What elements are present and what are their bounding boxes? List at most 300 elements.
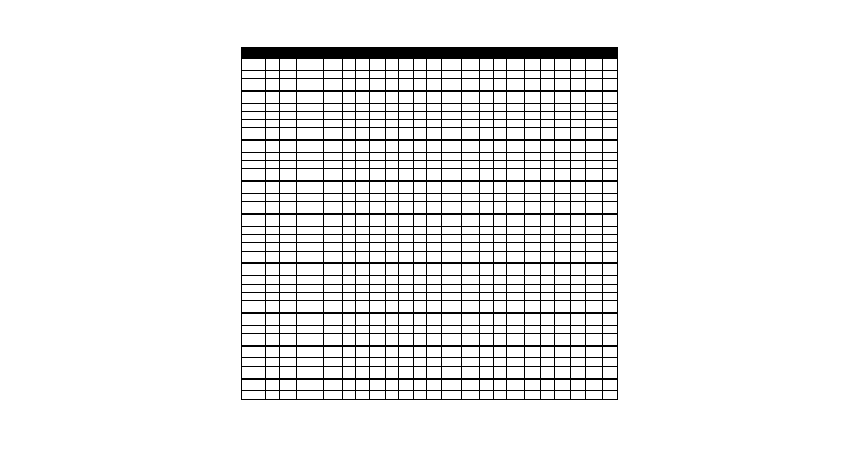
- table-cell: [414, 103, 427, 111]
- table-cell: [427, 379, 442, 391]
- table-cell: [427, 325, 442, 333]
- table-row: [242, 263, 618, 275]
- table-row: [242, 128, 618, 140]
- table-cell: [414, 111, 427, 119]
- table-cell: [494, 111, 507, 119]
- table-cell: [442, 194, 462, 202]
- table-cell: [507, 346, 525, 358]
- table-cell: [586, 120, 603, 128]
- table-cell: [555, 226, 571, 234]
- table-cell: [525, 313, 541, 325]
- table-cell: [555, 128, 571, 140]
- table-cell: [586, 161, 603, 169]
- table-cell: [370, 333, 386, 345]
- table-cell: [571, 243, 586, 251]
- table-cell: [462, 161, 480, 169]
- table-cell: [297, 366, 324, 378]
- table-cell: [507, 153, 525, 161]
- table-cell: [541, 91, 555, 103]
- table-cell: [356, 263, 370, 275]
- table-cell: [494, 202, 507, 214]
- table-cell: [462, 366, 480, 378]
- table-cell: [494, 140, 507, 152]
- table-cell: [541, 263, 555, 275]
- table-cell: [603, 300, 618, 312]
- table-cell: [555, 153, 571, 161]
- table-cell: [541, 276, 555, 284]
- table-cell: [386, 284, 399, 292]
- table-cell: [541, 128, 555, 140]
- table-cell: [603, 140, 618, 152]
- table-cell: [462, 202, 480, 214]
- table-cell: [507, 169, 525, 181]
- table-cell: [571, 292, 586, 300]
- table-row: [242, 79, 618, 91]
- table-row: [242, 103, 618, 111]
- table-cell: [442, 292, 462, 300]
- table-cell: [586, 235, 603, 243]
- table-cell: [462, 243, 480, 251]
- table-cell: [427, 161, 442, 169]
- table-cell: [507, 284, 525, 292]
- table-row: [242, 58, 618, 70]
- table-cell: [242, 391, 266, 400]
- table-cell: [242, 333, 266, 345]
- table-cell: [525, 128, 541, 140]
- table-cell: [586, 140, 603, 152]
- table-cell: [386, 70, 399, 78]
- column-header: [297, 48, 324, 59]
- table-cell: [343, 292, 356, 300]
- table-cell: [480, 226, 494, 234]
- table-cell: [414, 251, 427, 263]
- table-cell: [555, 325, 571, 333]
- table-cell: [370, 292, 386, 300]
- table-cell: [603, 226, 618, 234]
- table-cell: [571, 313, 586, 325]
- table-cell: [386, 161, 399, 169]
- table-cell: [414, 235, 427, 243]
- table-cell: [386, 202, 399, 214]
- table-cell: [266, 276, 280, 284]
- table-cell: [399, 391, 414, 400]
- table-row: [242, 161, 618, 169]
- table-cell: [370, 58, 386, 70]
- table-cell: [603, 194, 618, 202]
- table-cell: [555, 366, 571, 378]
- table-cell: [480, 214, 494, 226]
- table-cell: [343, 346, 356, 358]
- table-cell: [480, 292, 494, 300]
- table-cell: [386, 325, 399, 333]
- table-cell: [414, 292, 427, 300]
- table-cell: [242, 153, 266, 161]
- table-cell: [603, 333, 618, 345]
- column-header: [386, 48, 399, 59]
- column-header: [541, 48, 555, 59]
- table-cell: [280, 79, 297, 91]
- table-cell: [555, 300, 571, 312]
- table-cell: [297, 140, 324, 152]
- table-cell: [494, 91, 507, 103]
- table-cell: [280, 292, 297, 300]
- table-cell: [297, 169, 324, 181]
- table-cell: [507, 251, 525, 263]
- table-cell: [297, 276, 324, 284]
- table-cell: [370, 300, 386, 312]
- table-cell: [571, 58, 586, 70]
- table-cell: [356, 128, 370, 140]
- table-cell: [266, 202, 280, 214]
- table-cell: [370, 194, 386, 202]
- table-cell: [525, 358, 541, 366]
- table-cell: [603, 391, 618, 400]
- table-cell: [480, 276, 494, 284]
- table-cell: [280, 111, 297, 119]
- table-cell: [386, 140, 399, 152]
- table-cell: [442, 103, 462, 111]
- table-cell: [507, 391, 525, 400]
- table-cell: [507, 70, 525, 78]
- table-cell: [266, 379, 280, 391]
- table-cell: [507, 194, 525, 202]
- table-cell: [370, 251, 386, 263]
- table-cell: [480, 202, 494, 214]
- table-cell: [525, 366, 541, 378]
- table-cell: [507, 140, 525, 152]
- table-cell: [297, 325, 324, 333]
- table-cell: [442, 120, 462, 128]
- table-cell: [414, 161, 427, 169]
- table-cell: [586, 366, 603, 378]
- table-cell: [442, 366, 462, 378]
- table-cell: [324, 161, 343, 169]
- table-cell: [427, 276, 442, 284]
- table-cell: [603, 346, 618, 358]
- table-cell: [399, 111, 414, 119]
- table-cell: [494, 214, 507, 226]
- table-cell: [386, 333, 399, 345]
- table-cell: [356, 313, 370, 325]
- table-cell: [266, 128, 280, 140]
- table-cell: [370, 276, 386, 284]
- table-cell: [370, 391, 386, 400]
- table-cell: [399, 120, 414, 128]
- table-cell: [586, 276, 603, 284]
- table-cell: [480, 333, 494, 345]
- table-cell: [399, 91, 414, 103]
- table-cell: [242, 284, 266, 292]
- table-cell: [370, 120, 386, 128]
- table-cell: [442, 379, 462, 391]
- table-cell: [555, 292, 571, 300]
- table-cell: [571, 140, 586, 152]
- table-cell: [414, 79, 427, 91]
- table-cell: [427, 284, 442, 292]
- table-cell: [386, 128, 399, 140]
- table-cell: [370, 70, 386, 78]
- table-cell: [541, 140, 555, 152]
- table-row: [242, 333, 618, 345]
- table-cell: [586, 263, 603, 275]
- table-cell: [427, 153, 442, 161]
- table-cell: [324, 313, 343, 325]
- table-cell: [541, 70, 555, 78]
- table-cell: [356, 79, 370, 91]
- table-cell: [266, 161, 280, 169]
- table-cell: [571, 153, 586, 161]
- column-header: [494, 48, 507, 59]
- table-cell: [242, 226, 266, 234]
- table-cell: [586, 325, 603, 333]
- table-cell: [414, 194, 427, 202]
- table-cell: [297, 214, 324, 226]
- table-cell: [603, 276, 618, 284]
- table-cell: [427, 103, 442, 111]
- table-cell: [494, 120, 507, 128]
- table-cell: [356, 366, 370, 378]
- table-cell: [266, 120, 280, 128]
- table-cell: [343, 284, 356, 292]
- table-cell: [242, 120, 266, 128]
- table-cell: [555, 70, 571, 78]
- table-cell: [462, 111, 480, 119]
- table-cell: [414, 120, 427, 128]
- table-cell: [603, 251, 618, 263]
- table-cell: [414, 284, 427, 292]
- table-cell: [586, 379, 603, 391]
- table-cell: [525, 111, 541, 119]
- table-cell: [525, 325, 541, 333]
- table-cell: [280, 300, 297, 312]
- table-cell: [507, 292, 525, 300]
- table-cell: [399, 276, 414, 284]
- table-cell: [297, 103, 324, 111]
- table-cell: [370, 181, 386, 193]
- table-row: [242, 292, 618, 300]
- table-cell: [356, 111, 370, 119]
- table-cell: [280, 263, 297, 275]
- table-cell: [242, 58, 266, 70]
- table-cell: [586, 251, 603, 263]
- table-cell: [555, 194, 571, 202]
- table-cell: [442, 91, 462, 103]
- table-cell: [356, 300, 370, 312]
- column-header: [571, 48, 586, 59]
- table-cell: [343, 120, 356, 128]
- table-cell: [266, 391, 280, 400]
- table-cell: [480, 120, 494, 128]
- table-cell: [356, 284, 370, 292]
- table-row: [242, 235, 618, 243]
- table-cell: [399, 243, 414, 251]
- table-cell: [324, 243, 343, 251]
- table-cell: [480, 140, 494, 152]
- table-cell: [427, 313, 442, 325]
- table-cell: [297, 226, 324, 234]
- table-cell: [427, 251, 442, 263]
- table-cell: [507, 276, 525, 284]
- table-cell: [242, 202, 266, 214]
- table-cell: [494, 226, 507, 234]
- table-row: [242, 181, 618, 193]
- table-cell: [555, 169, 571, 181]
- table-cell: [266, 292, 280, 300]
- table-cell: [603, 325, 618, 333]
- table-cell: [386, 111, 399, 119]
- table-cell: [356, 333, 370, 345]
- table-cell: [427, 214, 442, 226]
- table-cell: [494, 181, 507, 193]
- table-cell: [555, 181, 571, 193]
- table-cell: [480, 70, 494, 78]
- table-cell: [427, 120, 442, 128]
- table-cell: [541, 251, 555, 263]
- table-cell: [494, 284, 507, 292]
- table-cell: [541, 379, 555, 391]
- table-cell: [525, 226, 541, 234]
- table-cell: [297, 58, 324, 70]
- table-cell: [427, 79, 442, 91]
- table-cell: [343, 111, 356, 119]
- table-cell: [297, 333, 324, 345]
- table-cell: [324, 276, 343, 284]
- table-cell: [442, 333, 462, 345]
- table-cell: [480, 91, 494, 103]
- table-cell: [541, 111, 555, 119]
- table-cell: [414, 58, 427, 70]
- table-cell: [280, 70, 297, 78]
- table-cell: [399, 226, 414, 234]
- table-cell: [297, 243, 324, 251]
- table-cell: [399, 263, 414, 275]
- table-cell: [442, 161, 462, 169]
- table-cell: [480, 243, 494, 251]
- table-cell: [280, 120, 297, 128]
- table-cell: [280, 325, 297, 333]
- table-cell: [586, 194, 603, 202]
- table-cell: [541, 391, 555, 400]
- table-cell: [480, 313, 494, 325]
- table-cell: [480, 194, 494, 202]
- table-cell: [494, 276, 507, 284]
- table-cell: [571, 70, 586, 78]
- table-cell: [242, 91, 266, 103]
- table-cell: [603, 284, 618, 292]
- table-cell: [603, 120, 618, 128]
- table-cell: [242, 358, 266, 366]
- table-cell: [525, 79, 541, 91]
- table-cell: [356, 214, 370, 226]
- table-cell: [414, 346, 427, 358]
- table-cell: [427, 333, 442, 345]
- table-cell: [343, 251, 356, 263]
- table-cell: [603, 181, 618, 193]
- table-cell: [427, 169, 442, 181]
- table-cell: [386, 194, 399, 202]
- table-cell: [525, 70, 541, 78]
- table-cell: [370, 79, 386, 91]
- table-cell: [324, 235, 343, 243]
- table-cell: [480, 251, 494, 263]
- table-cell: [462, 235, 480, 243]
- table-cell: [462, 263, 480, 275]
- data-table: [241, 47, 618, 400]
- table-cell: [442, 284, 462, 292]
- table-cell: [386, 292, 399, 300]
- table-cell: [356, 161, 370, 169]
- column-header: [399, 48, 414, 59]
- table-cell: [356, 140, 370, 152]
- table-cell: [555, 276, 571, 284]
- table-cell: [555, 333, 571, 345]
- table-cell: [280, 214, 297, 226]
- table-cell: [343, 161, 356, 169]
- table-cell: [356, 391, 370, 400]
- table-cell: [266, 226, 280, 234]
- table-cell: [399, 58, 414, 70]
- table-cell: [386, 300, 399, 312]
- table-cell: [480, 391, 494, 400]
- table-cell: [356, 358, 370, 366]
- table-cell: [297, 263, 324, 275]
- table-cell: [603, 202, 618, 214]
- table-cell: [386, 366, 399, 378]
- table-cell: [507, 103, 525, 111]
- table-cell: [386, 181, 399, 193]
- table-cell: [507, 214, 525, 226]
- table-cell: [571, 358, 586, 366]
- table-cell: [386, 79, 399, 91]
- table-cell: [442, 58, 462, 70]
- table-cell: [555, 358, 571, 366]
- table-cell: [555, 91, 571, 103]
- table-cell: [324, 358, 343, 366]
- table-cell: [386, 169, 399, 181]
- table-cell: [541, 243, 555, 251]
- table-cell: [427, 391, 442, 400]
- table-cell: [427, 263, 442, 275]
- table-cell: [324, 391, 343, 400]
- table-cell: [399, 333, 414, 345]
- table-cell: [386, 358, 399, 366]
- table-cell: [571, 325, 586, 333]
- table-cell: [571, 300, 586, 312]
- table-cell: [462, 103, 480, 111]
- table-cell: [324, 346, 343, 358]
- table-cell: [414, 391, 427, 400]
- table-cell: [343, 169, 356, 181]
- table-row: [242, 366, 618, 378]
- table-cell: [571, 226, 586, 234]
- table-cell: [266, 263, 280, 275]
- table-cell: [386, 313, 399, 325]
- table-cell: [586, 346, 603, 358]
- table-cell: [507, 263, 525, 275]
- table-cell: [525, 276, 541, 284]
- table-cell: [297, 202, 324, 214]
- table-cell: [462, 300, 480, 312]
- table-cell: [480, 379, 494, 391]
- table-cell: [343, 366, 356, 378]
- table-cell: [414, 153, 427, 161]
- table-cell: [399, 358, 414, 366]
- table-cell: [266, 313, 280, 325]
- table-cell: [297, 391, 324, 400]
- table-cell: [324, 194, 343, 202]
- table-cell: [494, 251, 507, 263]
- header-row: [242, 48, 618, 59]
